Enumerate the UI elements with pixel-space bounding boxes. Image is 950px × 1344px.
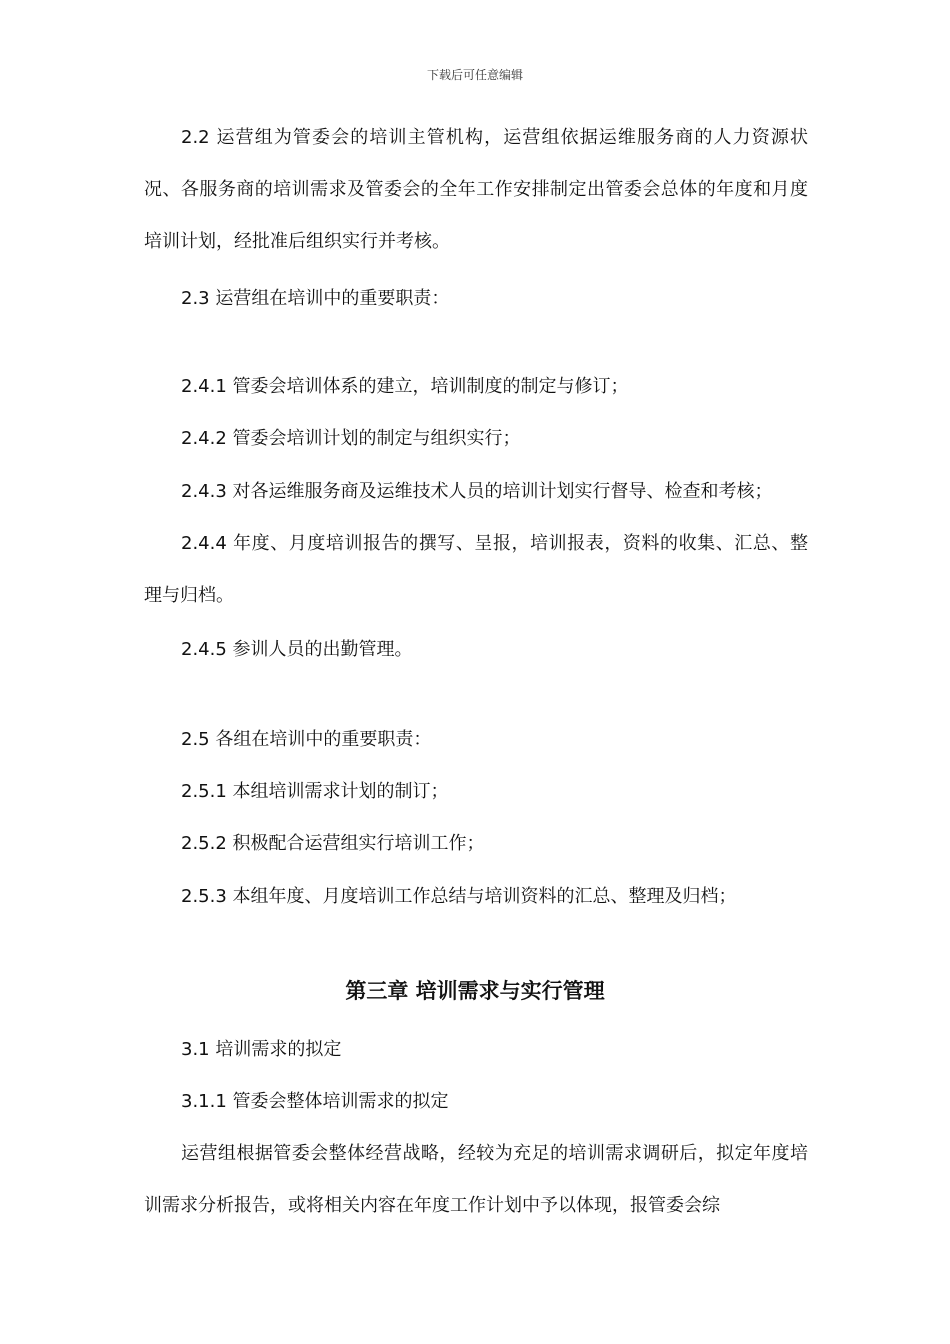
paragraph-2-4-4: 2.4.4 年度、月度培训报告的撰写、呈报，培训报表，资料的收集、汇总、整理与归档。 — [144, 533, 808, 606]
paragraph-2-4-3: 2.4.3 对各运维服务商及运维技术人员的培训计划实行督导、检查和考核； — [181, 481, 773, 502]
paragraph-2-5-2: 2.5.2 积极配合运营组实行培训工作； — [181, 833, 485, 854]
paragraph-3-1: 3.1 培训需求的拟定 — [181, 1039, 342, 1060]
paragraph-3-1-1-body: 运营组根据管委会整体经营战略，经较为充足的培训需求调研后，拟定年度培训需求分析报告，或将相关内容在年度工作计划中予以体现，报管委会综 — [144, 1143, 808, 1216]
paragraph-2-4-5: 2.4.5 参训人员的出勤管理。 — [181, 639, 413, 660]
paragraph-2-2: 2.2 运营组为管委会的培训主管机构，运营组依据运维服务商的人力资源状况、各服务商的培训需求及管委会的全年工作安排制定出管委会总体的年度和月度培训计划，经批准后组织实行并考核。 — [144, 127, 808, 252]
paragraph-3-1-1: 3.1.1 管委会整体培训需求的拟定 — [181, 1091, 449, 1112]
paragraph-2-5-3: 2.5.3 本组年度、月度培训工作总结与培训资料的汇总、整理及归档； — [181, 886, 737, 907]
paragraph-2-5: 2.5 各组在培训中的重要职责： — [181, 729, 432, 750]
paragraph-2-4-1: 2.4.1 管委会培训体系的建立，培训制度的制定与修订； — [181, 376, 629, 397]
chapter-title: 第三章 培训需求与实行管理 — [345, 979, 605, 1003]
paragraph-2-4-2: 2.4.2 管委会培训计划的制定与组织实行； — [181, 428, 521, 449]
page-header: 下载后可任意编辑 — [426, 68, 523, 82]
paragraph-2-3: 2.3 运营组在培训中的重要职责： — [181, 288, 450, 309]
paragraph-2-5-1: 2.5.1 本组培训需求计划的制订； — [181, 781, 449, 802]
